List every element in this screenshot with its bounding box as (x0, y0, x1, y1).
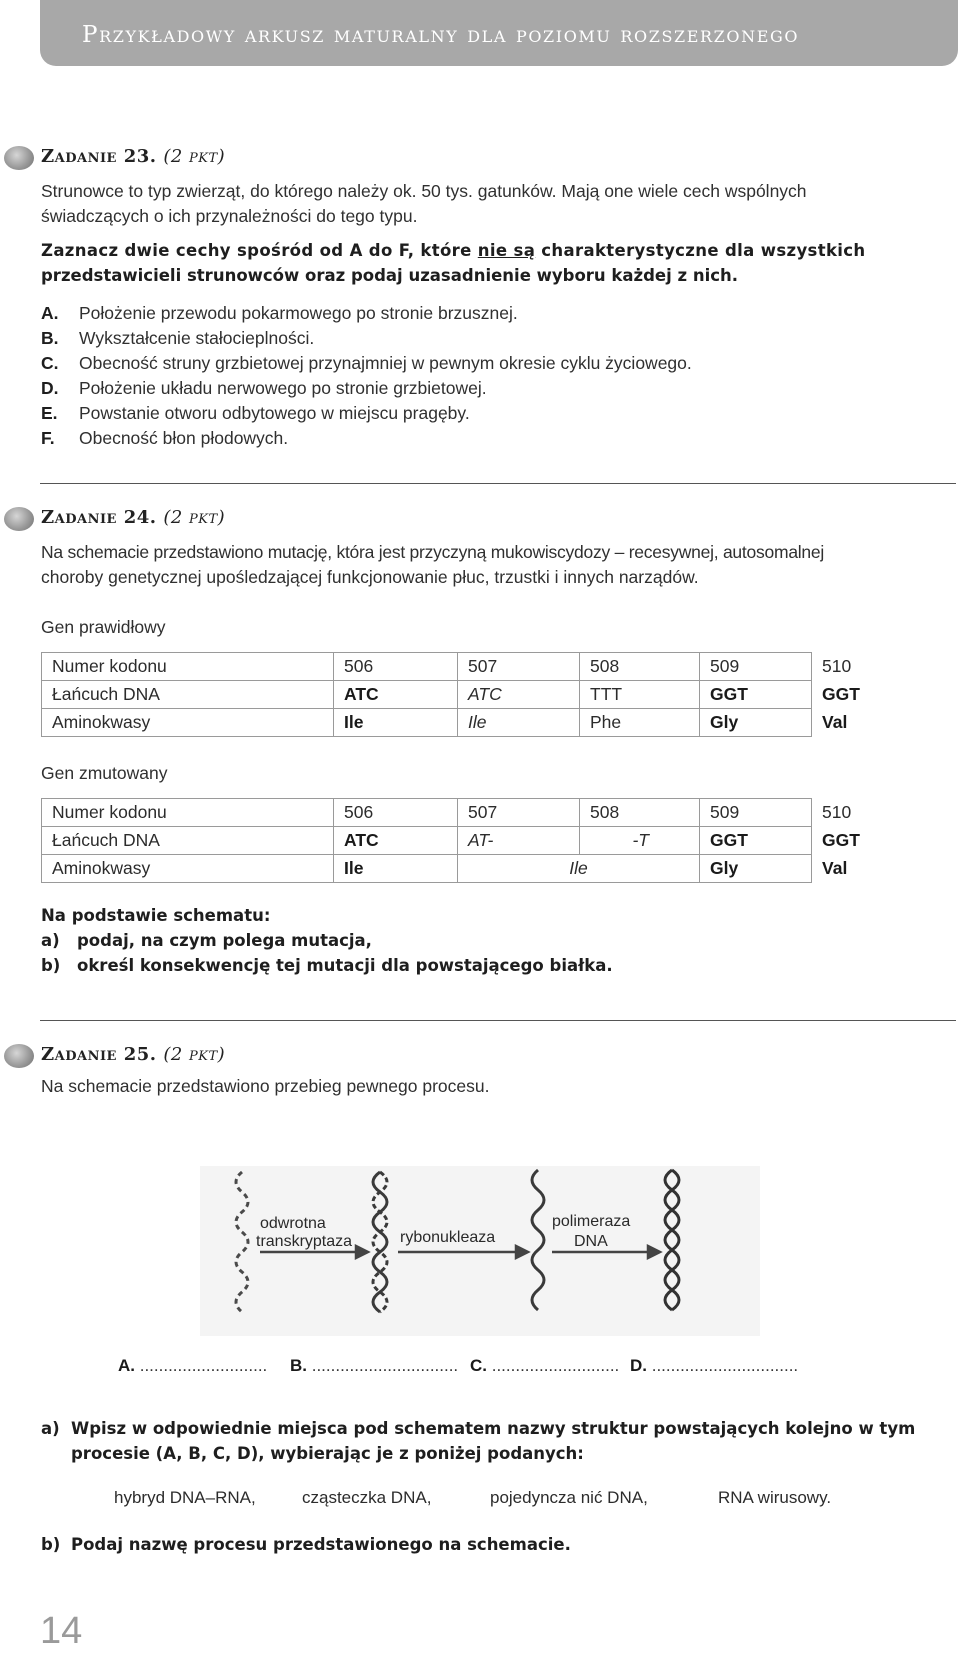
page-header-banner (40, 0, 958, 66)
mutated-gene-table (41, 798, 892, 883)
task-title: Zadanie 23. (41, 146, 157, 167)
option-b: B. Wykształcenie stałocieplności. (41, 328, 315, 348)
task-23-question-line1: Zaznacz dwie cechy spośród od A do F, które nie są charakterystyczne dla wszystkich (41, 241, 866, 260)
task-23-intro-line1: Strunowce to typ zwierząt, do którego należy ok. 50 tys. gatunków. Mają one wiele cech wspólnych (41, 181, 807, 201)
task-23-intro-line2: świadczących o ich przynależności do tego typu. (41, 206, 418, 226)
task-points: (2 pkt) (163, 507, 226, 528)
normal-gene-table (41, 652, 892, 737)
option-d: D. Położenie układu nerwowego po stronie grzbietowej. (41, 378, 487, 398)
section-divider (40, 1020, 956, 1021)
task-25-intro: Na schemacie przedstawiono przebieg pewnego procesu. (41, 1076, 490, 1096)
task-24-question-b: b) określ konsekwencję tej mutacji dla powstającego białka. (41, 956, 613, 975)
enzyme-label-3a: polimeraza (552, 1213, 631, 1230)
option-e: E. Powstanie otworu odbytowego w miejscu pragęby. (41, 403, 470, 423)
task-24-intro-line2: choroby genetycznej upośledzającej funkcjonowanie płuc, trzustki i innych narządów. (41, 567, 699, 587)
choice-2: cząsteczka DNA, (302, 1488, 432, 1507)
task-23-question-line2: przedstawicieli strunowców oraz podaj uzasadnienie wyboru każdej z nich. (41, 266, 739, 285)
answer-blank-d: D. ............................... (630, 1356, 799, 1375)
choice-4: RNA wirusowy. (718, 1488, 832, 1507)
task-24-question-head: Na podstawie schematu: (41, 906, 271, 925)
answer-blank-c: C. ........................... (470, 1356, 620, 1375)
enzyme-label-3b: DNA (574, 1233, 608, 1250)
task-24-question-a: a) podaj, na czym polega mutacja, (41, 931, 372, 950)
underlined-negation: nie są (477, 241, 536, 260)
mutated-gene-label: Gen zmutowany (41, 763, 168, 783)
enzyme-label-1a: odwrotna (260, 1215, 326, 1232)
option-f: F. Obecność błon płodowych. (41, 428, 289, 448)
option-c: C. Obecność struny grzbietowej przynajmniej w pewnym okresie cyklu życiowego. (41, 353, 692, 373)
answer-blank-b: B. ............................... (290, 1356, 459, 1375)
header-title: Przykładowy arkusz maturalny dla poziomu rozszerzonego (82, 22, 800, 48)
task-24-intro-line1: Na schemacie przedstawiono mutację, która jest przyczyną mukowiscydozy – recesywnej, autosomalnej (41, 542, 825, 562)
process-scheme (200, 1166, 760, 1336)
bullet-icon (4, 507, 34, 531)
table-row: Aminokwasy Ile Ile Phe Gly Val (42, 709, 892, 737)
table-row: Aminokwasy Ile Ile Gly Val (42, 855, 892, 883)
task-25-question-b: b) Podaj nazwę procesu przedstawionego na schemacie. (41, 1535, 571, 1554)
table-row: Łańcuch DNA ATC ATC TTT GGT GGT (42, 681, 892, 709)
bullet-icon (4, 146, 34, 170)
enzyme-label-1b: transkryptaza (256, 1233, 353, 1250)
task-points: (2 pkt) (163, 146, 226, 167)
task-points: (2 pkt) (163, 1044, 226, 1065)
table-row: Numer kodonu 506 507 508 509 510 (42, 799, 892, 827)
enzyme-label-2: rybonukleaza (400, 1229, 496, 1246)
answer-blank-a: A. ........................... (118, 1356, 268, 1375)
task-25-question-a-line2: procesie (A, B, C, D), wybierając je z poniżej podanych: (71, 1444, 584, 1463)
task-25-question-a-line1: a) Wpisz w odpowiednie miejsca pod schematem nazwy struktur powstających kolejno w tym (41, 1419, 916, 1438)
page-number: 14 (40, 1610, 83, 1652)
section-divider (40, 483, 956, 484)
task-title: Zadanie 25. (41, 1044, 157, 1065)
table-row: Numer kodonu 506 507 508 509 510 (42, 653, 892, 681)
option-a: A. Położenie przewodu pokarmowego po stronie brzusznej. (41, 303, 518, 323)
normal-gene-label: Gen prawidłowy (41, 617, 166, 637)
choice-1: hybryd DNA–RNA, (114, 1488, 256, 1507)
table-row: Łańcuch DNA ATC AT- -T GGT GGT (42, 827, 892, 855)
bullet-icon (4, 1044, 34, 1068)
choice-3: pojedyncza nić DNA, (490, 1488, 648, 1507)
task-title: Zadanie 24. (41, 507, 157, 528)
